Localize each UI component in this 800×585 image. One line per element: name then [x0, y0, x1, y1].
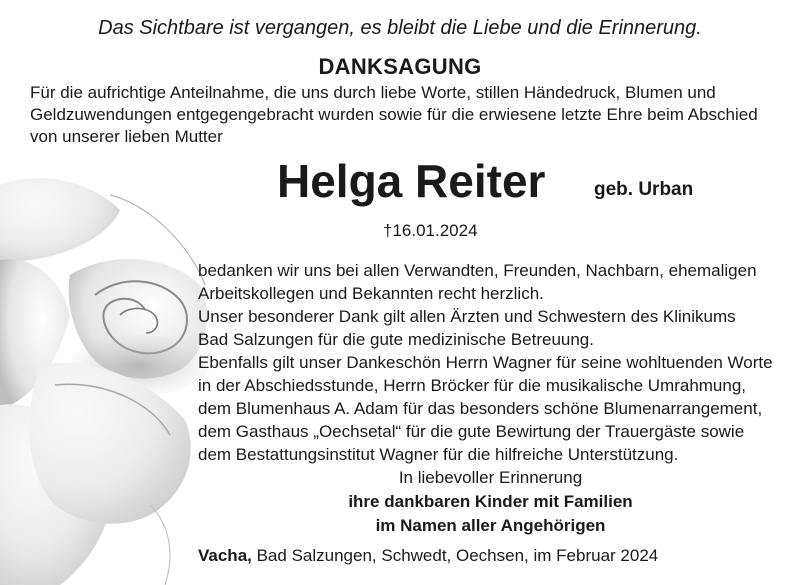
- closing-children: ihre dankbaren Kinder mit Familien: [348, 492, 633, 511]
- motto: Das Sichtbare ist vergangen, es bleibt die Liebe und die Erinnerung.: [98, 17, 702, 39]
- maiden-name: geb. Urban: [594, 179, 694, 200]
- closing-remembrance: In liebevoller Erinnerung: [398, 468, 583, 487]
- body-line: bedanken wir uns bei allen Verwandten, Freunden, Nachbarn, ehemaligen: [198, 261, 757, 280]
- body-line: dem Gasthaus „Oechsetal“ für die gute Bewirtung der Trauergäste sowie: [198, 422, 745, 441]
- body-line: Ebenfalls gilt unser Dankeschön Herrn Wagner für seine wohltuenden Worte: [198, 353, 773, 372]
- body-line: dem Blumenhaus A. Adam für das besonders schöne Blumenarrangement,: [198, 399, 763, 418]
- thanks-paragraph: [198, 259, 793, 466]
- intro-line: Geldzuwendungen entgegengebracht wurden sowie für die erwiesene letzte Ehre beim Abschied: [30, 105, 758, 124]
- body-line: in der Abschiedsstunde, Herrn Bröcker für die musikalische Umrahmung,: [198, 376, 747, 395]
- place-town: Vacha,: [198, 546, 252, 565]
- intro-paragraph: [30, 82, 790, 148]
- body-line: Arbeitskollegen und Bekannten recht herzlich.: [198, 284, 544, 303]
- place-and-date: [198, 545, 658, 567]
- heading-danksagung: DANKSAGUNG: [318, 54, 482, 79]
- body-line: Bad Salzungen für die gute medizinische Betreuung.: [198, 330, 594, 349]
- body-line: Unser besonderer Dank gilt allen Ärzten und Schwestern des Klinikums: [198, 307, 736, 326]
- closing-block: [198, 466, 783, 538]
- death-date: †16.01.2024: [383, 221, 478, 240]
- place-rest: Bad Salzungen, Schwedt, Oechsen, im Februar 2024: [251, 546, 659, 565]
- deceased-name: Helga Reiter: [277, 155, 546, 207]
- closing-relatives: im Namen aller Angehörigen: [375, 516, 606, 535]
- body-line: dem Bestattungsinstitut Wagner für die hilfreiche Unterstützung.: [198, 445, 679, 464]
- intro-line: von unserer lieben Mutter: [30, 127, 223, 146]
- intro-line: Für die aufrichtige Anteilnahme, die uns durch liebe Worte, stillen Händedruck, Blumen und: [30, 83, 716, 102]
